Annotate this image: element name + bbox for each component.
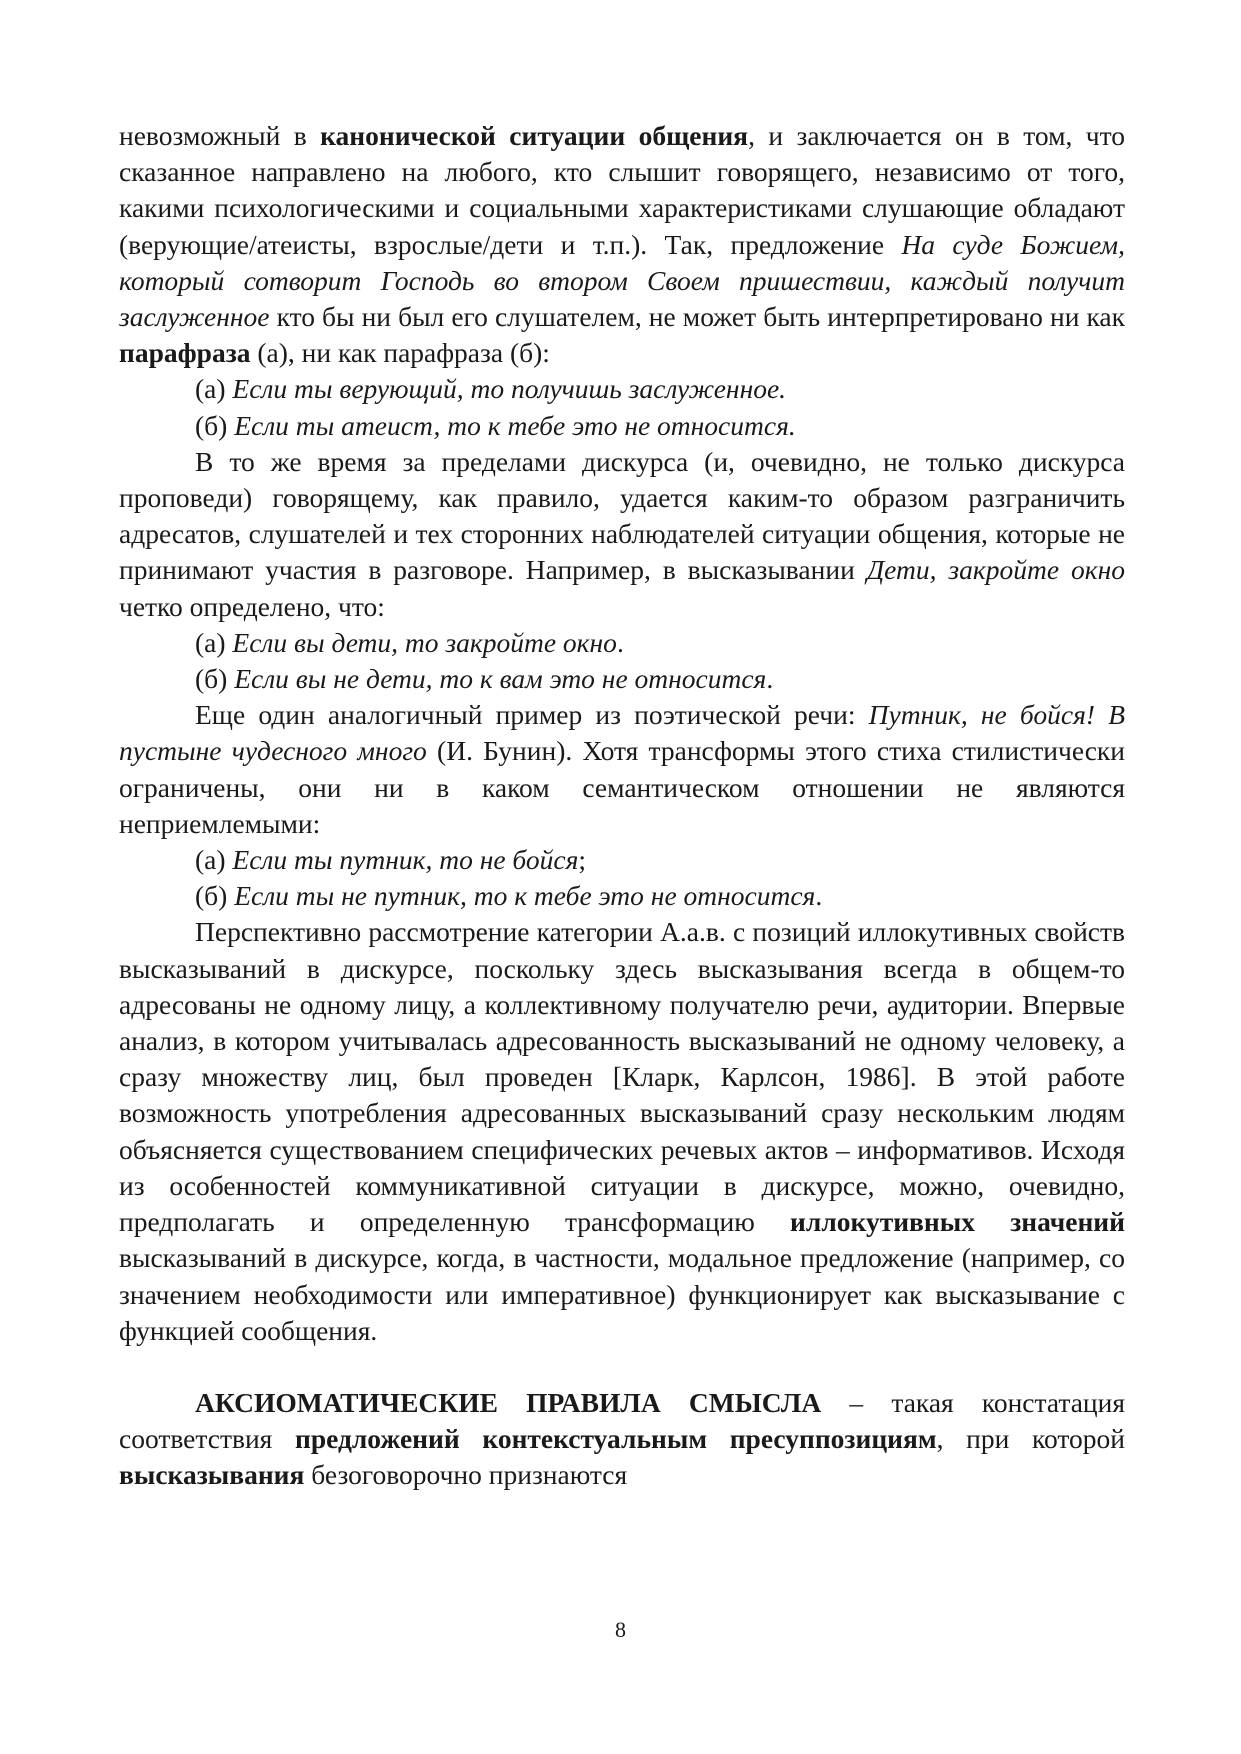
italic-example: Если ты атеист, то к тебе это не относится. (234, 409, 796, 441)
italic-example: Если ты путник, то не бойся (232, 844, 579, 876)
paragraph-spacer (119, 1349, 1125, 1385)
text-run: (а), ни как парафраза (б): (250, 337, 550, 369)
text-run: безоговорочно признаются (304, 1459, 628, 1491)
bold-term: парафраза (119, 337, 251, 369)
text-run: кто бы ни был его слушателем, не может быть интерпретировано ни как (269, 301, 1125, 333)
text-run: . (766, 663, 774, 695)
paragraph-p7 (119, 697, 1125, 842)
paragraph-p1 (119, 118, 1125, 371)
text-run: (И. Бунин). Хотя трансформы этого стиха стилистически ограничены, они ни в каком семантическом отношении не являются неприемлемыми: (119, 735, 1126, 839)
paragraph-p6 (119, 661, 1125, 697)
italic-example: Если вы не дети, то к вам это не относится (234, 663, 767, 695)
text-run: (б) (195, 880, 235, 912)
text-run: четко определено, что: (119, 590, 385, 622)
text-run: (а) (195, 373, 233, 405)
text-run: (а) (195, 844, 233, 876)
text-run: (б) (195, 409, 235, 441)
paragraph-p9 (119, 878, 1125, 914)
text-run: В то же время за пределами дискурса (и, очевидно, не только дискурса проповеди) говорящему, как правило, удается каким-то образом разграничить адресатов, слушателей и тех сторонних наблюдателей ситуации общения, которые не принимают участия в разговоре. Например, в высказывании (119, 445, 1125, 586)
text-run: . (815, 880, 823, 912)
paragraph-p4 (119, 444, 1125, 625)
page-number: 8 (615, 1617, 626, 1642)
italic-example: Путник, не бойся! В пустыне чудесного много (119, 699, 1125, 767)
text-run: , при которой (936, 1423, 1125, 1455)
text-run: (а) (195, 626, 233, 658)
bold-term: предложений контекстуальным пресуппозициям (294, 1423, 937, 1455)
text-run: – такая констатация соответствия (119, 1386, 1125, 1455)
paragraph-p2 (119, 371, 1125, 407)
italic-example: Если ты верующий, то получишь заслуженное. (232, 373, 787, 405)
text-run: . (616, 626, 624, 658)
italic-example: Если вы дети, то закройте окно (232, 626, 617, 658)
italic-example: Если ты не путник, то к тебе это не относится (234, 880, 816, 912)
paragraph-p11 (119, 1385, 1125, 1494)
text-run: Перспективно рассмотрение категории А.а.в. с позиций иллокутивных свойств высказываний в дискурсе, поскольку здесь высказывания всегда в общем-то адресованы не одному лицу, а коллективному получателю речи, аудитории. Впервые анализ, в котором учитывалась адресованность высказываний не одному человеку, а сразу множеству лиц, был проведен [Кларк, Карлсон, 1986]. В этой работе возможность употребления адресованных высказываний сразу нескольким людям объясняется существованием специфических речевых актов – информативов. Исходя из особенностей коммуникативной ситуации в дискурсе, можно, очевидно, предполагать и определенную трансформацию (119, 916, 1125, 1238)
paragraph-p5 (119, 625, 1125, 661)
paragraph-p3 (119, 408, 1125, 444)
bold-term: высказывания (119, 1459, 305, 1491)
text-run: высказываний в дискурсе, когда, в частности, модальное предложение (например, со значением необходимости или императивное) функционирует как высказывание с функцией сообщения. (119, 1242, 1125, 1346)
paragraph-p10 (119, 914, 1125, 1348)
text-run: (б) (195, 663, 235, 695)
paragraph-p8 (119, 842, 1125, 878)
text-run: Еще один аналогичный пример из поэтической речи: (195, 699, 869, 731)
body-text (119, 118, 1125, 1494)
bold-term: канонической ситуации общения (320, 120, 749, 151)
italic-example: На суде Божием, который сотворит Господь во втором Своем пришествии, каждый получит заслуженное (119, 228, 1125, 333)
italic-example: Дети, закройте окно (866, 554, 1125, 586)
text-run: ; (578, 844, 587, 876)
text-run: , и заключается он в том, что сказанное направлено на любого, кто слышит говорящего, независимо от того, какими психологическими и социальными характеристиками слушающие обладают (верующие/атеисты, взрослые/дети и т.п.). Так, предложение (119, 120, 1125, 260)
text-run: невозможный в (119, 120, 321, 151)
bold-term: АКСИОМАТИЧЕСКИЕ ПРАВИЛА СМЫСЛА (195, 1386, 822, 1418)
bold-term: иллокутивных значений (790, 1206, 1125, 1238)
